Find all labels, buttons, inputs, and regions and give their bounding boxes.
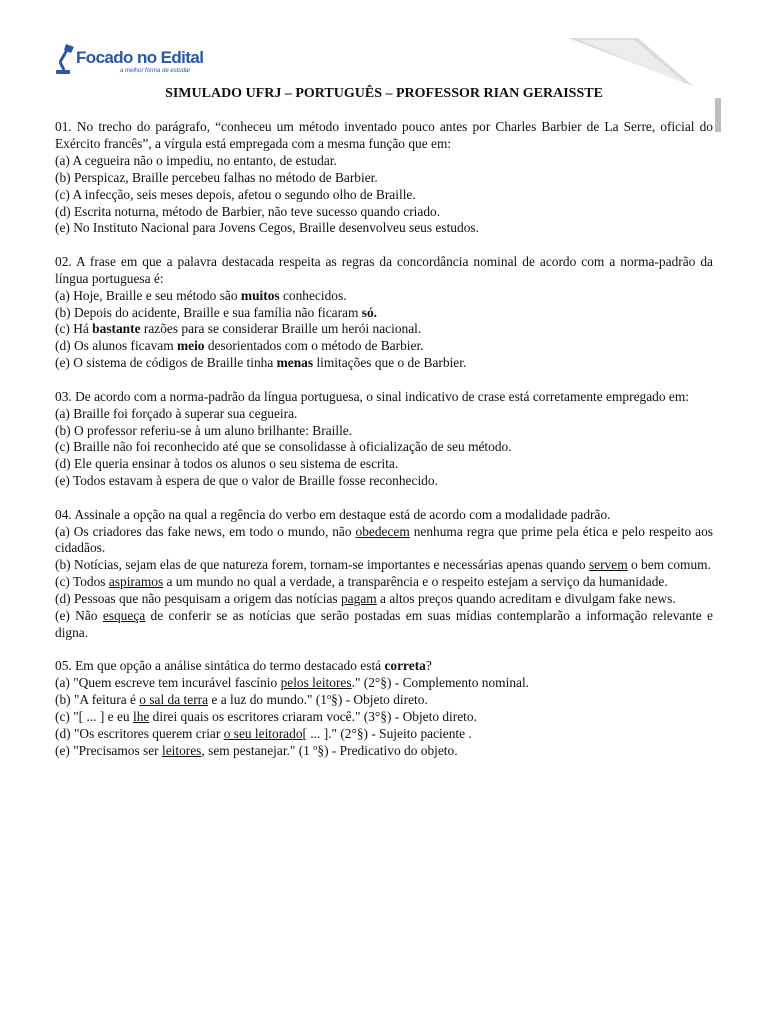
underlined-verb: esqueça: [102, 608, 146, 624]
option-text: ." (2°§) - Complemento nominal.: [351, 675, 530, 691]
highlighted-word: bastante: [92, 321, 141, 337]
answer-option-d: [55, 591, 713, 608]
answer-option-b: (b) Perspicaz, Braille percebeu falhas no método de Barbier.: [55, 169, 378, 185]
option-text: a um mundo no qual a verdade, a transparência e o respeito estejam a serviço da humanidade.: [163, 574, 668, 590]
question-number: 01.: [55, 119, 72, 134]
question-stem: [55, 507, 713, 524]
logo-text: Focado no Edital: [76, 48, 204, 67]
question-5: [55, 658, 713, 759]
highlighted-word: muitos: [240, 287, 280, 303]
option-text: (e) Não: [55, 608, 103, 624]
answer-option-a: (a) Braille foi forçado à superar sua cegueira.: [55, 405, 298, 421]
answer-option-e: [55, 608, 713, 642]
question-text: De acordo com a norma-padrão da língua portuguesa, o sinal indicativo de crase está corretamente empregado em:: [75, 388, 689, 404]
option-text: direi quais os escritores criaram você." (3°§) - Objeto direto.: [149, 709, 477, 725]
option-text: limitações que o de Barbier.: [313, 355, 467, 371]
option-text: e a luz do mundo." (1º§) - Objeto direto.: [208, 692, 428, 708]
answer-option-a: [55, 675, 713, 692]
question-text: A frase em que a palavra destacada respeita as regras da concordância nominal de acordo com a norma-padrão da língua portuguesa é:: [55, 253, 713, 286]
option-text: (a) Os criadores das fake news, em todo o mundo, não: [55, 523, 356, 539]
brand-logo: [54, 42, 204, 76]
option-text: nenhuma regra que prime pela ética e pelo respeito aos cidadãos.: [55, 523, 713, 556]
option-text: (b) Depois do acidente, Braille e sua família não ficaram: [55, 304, 362, 320]
underlined-term: leitores: [161, 742, 202, 758]
option-text: (c) "[ ... ] e eu: [55, 709, 133, 725]
option-text: (d) Os alunos ficavam: [55, 338, 177, 354]
answer-option-d: (d) Ele queria ensinar à todos os alunos o seu sistema de escrita.: [55, 456, 399, 472]
question-number: 03.: [55, 388, 72, 404]
highlighted-word: menas: [276, 355, 314, 371]
answer-option-c: [55, 709, 713, 726]
option-text: conhecidos.: [279, 287, 347, 303]
option-text: desorientados com o método de Barbier.: [204, 338, 424, 354]
page-corner-decoration: [568, 38, 698, 90]
logo-tagline: a melhor forma de estudar: [120, 68, 191, 74]
underlined-verb: servem: [588, 557, 628, 573]
answer-option-a: [55, 288, 713, 305]
option-text: (d) "Os escritores querem criar: [55, 726, 224, 741]
option-text: o bem comum.: [627, 557, 711, 573]
question-text: Assinale a opção na qual a regência do verbo em destaque está de acordo com a modalidade padrão.: [74, 506, 611, 522]
answer-option-b: [55, 305, 713, 322]
desk-lamp-icon: [54, 42, 78, 76]
option-text: (d) Pessoas que não pesquisam a origem das notícias: [55, 591, 341, 607]
answer-option-e: (e) Todos estavam à espera de que o valor de Braille fosse reconhecido.: [55, 473, 438, 489]
underlined-verb: aspiramos: [108, 574, 164, 590]
underlined-term: o sal da terra: [139, 692, 209, 708]
option-text: razões para se considerar Braille um herói nacional.: [140, 321, 422, 337]
margin-mark: [715, 98, 721, 132]
answer-option-d: [55, 726, 713, 743]
question-4: [55, 507, 713, 642]
underlined-term: o seu leitorado: [223, 726, 303, 741]
underlined-verb: obedecem: [355, 523, 410, 539]
question-3: [55, 389, 713, 490]
option-text: (c) Há: [55, 321, 93, 337]
question-text: ?: [425, 658, 432, 674]
answer-option-c: (c) Braille não foi reconhecido até que se consolidasse à oficialização de seu método.: [55, 439, 512, 455]
underlined-verb: pagam: [340, 591, 377, 607]
answer-option-e: [55, 355, 713, 372]
answer-option-d: (d) Escrita noturna, método de Barbier, não teve sucesso quando criado.: [55, 203, 441, 219]
highlighted-word: correta: [384, 658, 426, 674]
option-text: (a) Hoje, Braille e seu método são: [55, 287, 241, 303]
question-stem: [55, 389, 713, 406]
answer-option-e: [55, 743, 713, 760]
question-stem: [55, 658, 713, 675]
answer-option-d: [55, 338, 713, 355]
document-title: SIMULADO UFRJ – PORTUGUÊS – PROFESSOR RIAN GERAISSTE: [165, 86, 603, 101]
underlined-term: pelos leitores: [280, 675, 352, 691]
answer-option-b: (b) O professor referiu-se à um aluno brilhante: Braille.: [55, 422, 353, 438]
answer-option-a: [55, 524, 713, 558]
option-text: (e) O sistema de códigos de Braille tinha: [55, 355, 277, 371]
highlighted-word: meio: [176, 338, 205, 354]
question-stem: [55, 254, 713, 288]
answer-option-a: (a) A cegueira não o impediu, no entanto, de estudar.: [55, 152, 337, 168]
highlighted-word: só.: [361, 304, 378, 320]
option-text: (b) Notícias, sejam elas de que natureza forem, tornam-se importantes e necessárias apenas quando: [55, 557, 589, 573]
underlined-term: lhe: [132, 709, 150, 725]
option-text: de conferir se as notícias que serão postadas em suas mídias contemplarão a informação relevante e digna.: [55, 608, 713, 640]
option-text: , sem pestanejar." (1 º§) - Predicativo do objeto.: [201, 742, 458, 758]
option-text: [ ... ]." (2°§) - Sujeito paciente .: [302, 726, 472, 741]
question-list: [55, 119, 713, 776]
question-number: 04.: [55, 506, 72, 522]
question-number: 05.: [55, 658, 72, 674]
option-text: (e) "Precisamos ser: [55, 742, 162, 758]
answer-option-b: [55, 557, 713, 574]
option-text: (c) Todos: [55, 574, 109, 590]
question-text: Em que opção a análise sintática do termo destacado está: [75, 658, 385, 674]
answer-option-b: [55, 692, 713, 709]
question-stem: [55, 119, 713, 153]
option-text: a altos preços quando acreditam e divulgam fake news.: [376, 591, 676, 607]
question-1: [55, 119, 713, 237]
question-number: 02.: [55, 253, 72, 269]
answer-option-c: (c) A infecção, seis meses depois, afetou o segundo olho de Braille.: [55, 186, 416, 202]
answer-option-e: (e) No Instituto Nacional para Jovens Cegos, Braille desenvolveu seus estudos.: [55, 220, 479, 236]
question-2: [55, 254, 713, 372]
question-text: No trecho do parágrafo, “conheceu um método inventado pouco antes por Charles Barbier de La Serre, oficial do Exército francês”, a vírgula está empregada com a mesma função que em:: [55, 119, 713, 151]
answer-option-c: [55, 321, 713, 338]
answer-option-c: [55, 574, 713, 591]
option-text: (b) "A feitura é: [55, 692, 140, 708]
option-text: (a) "Quem escreve tem incurável fascínio: [55, 675, 281, 691]
